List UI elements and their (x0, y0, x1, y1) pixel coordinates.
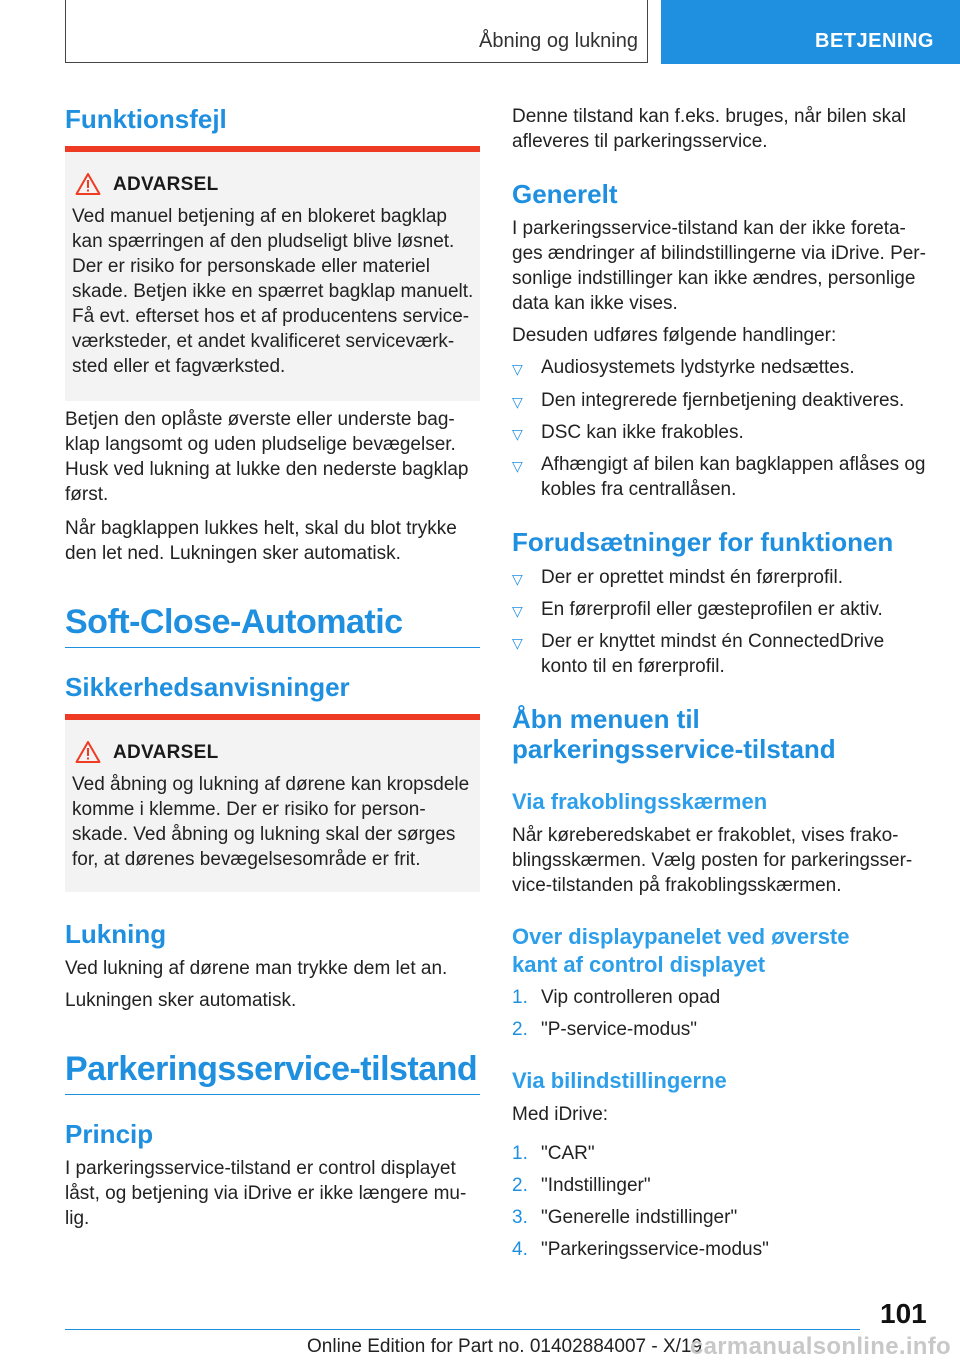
heading-rule (65, 1094, 480, 1095)
warning-triangle-icon (75, 740, 101, 764)
warning-title: ADVARSEL (113, 742, 219, 763)
page-number: 101 (880, 1298, 927, 1329)
paragraph-bagklap-betjening: Betjen den oplåste øverste eller underste bag-klap langsomt og uden pludselige bevægelser. Husk ved lukning at lukke den nederste bagklap først. (65, 409, 469, 505)
warning-box-doere (65, 714, 480, 892)
bullet-triangle-icon: ▽ (512, 458, 523, 474)
heading-sikkerhedsanvisninger: Sikkerhedsanvisninger (65, 672, 350, 702)
step-number: 2. (512, 1175, 528, 1196)
list-item-text: "CAR" (541, 1143, 595, 1164)
list-item (512, 1237, 930, 1262)
heading-lukning: Lukning (65, 919, 167, 949)
list-item (512, 629, 930, 679)
list-item (512, 355, 930, 380)
paragraph-princip: I parkeringsservice-tilstand er control displayet låst, og betjening via iDrive er ikke længere mu-lig. (65, 1158, 467, 1229)
heading-soft-close: Soft-Close-Automatic (65, 603, 403, 641)
heading-line: Over displaypanelet ved øverste (512, 924, 850, 949)
bullet-triangle-icon: ▽ (512, 361, 523, 377)
header-section-title: Åbning og lukning (478, 30, 638, 52)
heading-line: Åbn menuen til (512, 704, 700, 734)
list-item (512, 1173, 930, 1198)
list-item (512, 597, 930, 622)
footer-rule (65, 1329, 860, 1330)
list-item (512, 452, 930, 502)
warning-title: ADVARSEL (113, 174, 219, 195)
list-item-text: Vip controlleren opad (541, 987, 721, 1008)
list-item-text: Afhængigt af bilen kan bagklappen aflåses og kobles fra centrallåsen. (541, 454, 926, 500)
step-number: 2. (512, 1019, 528, 1040)
list-item-text: Der er knyttet mindst én ConnectedDrive konto til en førerprofil. (541, 631, 885, 677)
chapter-label: BETJENING (815, 30, 934, 52)
heading-funktionsfejl: Funktionsfejl (65, 104, 227, 134)
list-item (512, 1141, 930, 1166)
heading-via-bilindstillinger: Via bilindstillingerne (512, 1068, 727, 1093)
step-number: 4. (512, 1239, 528, 1260)
heading-generelt: Generelt (512, 179, 618, 209)
list-item (512, 1205, 930, 1230)
bullet-triangle-icon: ▽ (512, 571, 523, 587)
bullet-triangle-icon: ▽ (512, 635, 523, 651)
heading-line: parkeringsservice-tilstand (512, 734, 836, 764)
heading-forudsaetninger: Forudsætninger for funktionen (512, 527, 894, 557)
warning-text: Ved åbning og lukning af dørene kan kropsdele komme i klemme. Der er risiko for person-skade. Ved åbning og lukning skal der sørges for, at dørenes bevægelsesområde er frit. (72, 774, 470, 870)
warning-text: Ved manuel betjening af en blokeret bagklap kan spærringen af den pludseligt blive løsnet. Der er risiko for personskade eller materiel skade. Betjen ikke en spærret bagklap manuelt. Få evt. efterset hos et af producentens service-værksteder, et andet kvalificeret serviceværk-sted eller et fagværksted. (72, 206, 474, 377)
list-item (512, 1017, 930, 1042)
bullet-triangle-icon: ▽ (512, 394, 523, 410)
list-item (512, 420, 930, 445)
list-item-text: "Generelle indstillinger" (541, 1207, 738, 1228)
list-item-text: Der er oprettet mindst én førerprofil. (541, 567, 843, 588)
heading-via-frakobling: Via frakoblingsskærmen (512, 789, 768, 814)
heading-over-display (512, 923, 850, 979)
list-item-text: "Parkeringsservice-modus" (541, 1239, 769, 1260)
warning-triangle-icon (75, 172, 101, 196)
heading-princip: Princip (65, 1119, 154, 1149)
list-item-text: Audiosystemets lydstyrke nedsættes. (541, 357, 855, 378)
heading-aabn-menuen (512, 704, 836, 764)
heading-parkeringsservice: Parkeringsservice-tilstand (65, 1050, 478, 1088)
list-item-text: "Indstillinger" (541, 1175, 651, 1196)
list-item (512, 985, 930, 1010)
bullet-triangle-icon: ▽ (512, 603, 523, 619)
footer-edition: Online Edition for Part no. 01402884007 - X/19 (307, 1336, 703, 1357)
warning-bar (65, 714, 480, 720)
list-item-text: En førerprofil eller gæsteprofilen er aktiv. (541, 599, 883, 620)
list-item-text: "P-service-modus" (541, 1019, 698, 1040)
heading-rule (65, 647, 480, 648)
list-item (512, 388, 930, 413)
paragraph-med-idrive: Med iDrive: (512, 1104, 609, 1125)
watermark: carmanualsonline.info (690, 1333, 952, 1360)
step-number: 1. (512, 1143, 528, 1164)
paragraph-lukning-1: Ved lukning af dørene man trykke dem let an. (65, 958, 448, 979)
header-chapter-tab (661, 0, 960, 64)
list-item-text: DSC kan ikke frakobles. (541, 422, 744, 443)
step-number: 1. (512, 987, 528, 1008)
paragraph-intro: Denne tilstand kan f.eks. bruges, når bilen skal afleveres til parkeringsservice. (512, 106, 906, 152)
paragraph-bagklap-lukning: Når bagklappen lukkes helt, skal du blot trykke den let ned. Lukningen sker automatisk. (65, 518, 457, 564)
paragraph-via-frakobling: Når køreberedskabet er frakoblet, vises frako-blingsskærmen. Vælg posten for parkeringsser-vice-tilstanden på frakoblingsskærmen. (512, 825, 913, 896)
paragraph-generelt: I parkeringsservice-tilstand kan der ikke foreta-ges ændringer af bilindstillingerne via iDrive. Per-sonlige indstillinger kan ikke ændres, personlige data kan ikke vises. (512, 218, 926, 314)
warning-bar (65, 146, 480, 152)
step-number: 3. (512, 1207, 528, 1228)
warning-box-bagklap (65, 146, 480, 401)
list-item (512, 565, 930, 590)
list-item-text: Den integrerede fjernbetjening deaktiveres. (541, 390, 905, 411)
paragraph-desuden: Desuden udføres følgende handlinger: (512, 325, 837, 346)
heading-line: kant af control displayet (512, 952, 766, 977)
paragraph-lukning-2: Lukningen sker automatisk. (65, 990, 297, 1011)
bullet-triangle-icon: ▽ (512, 426, 523, 442)
